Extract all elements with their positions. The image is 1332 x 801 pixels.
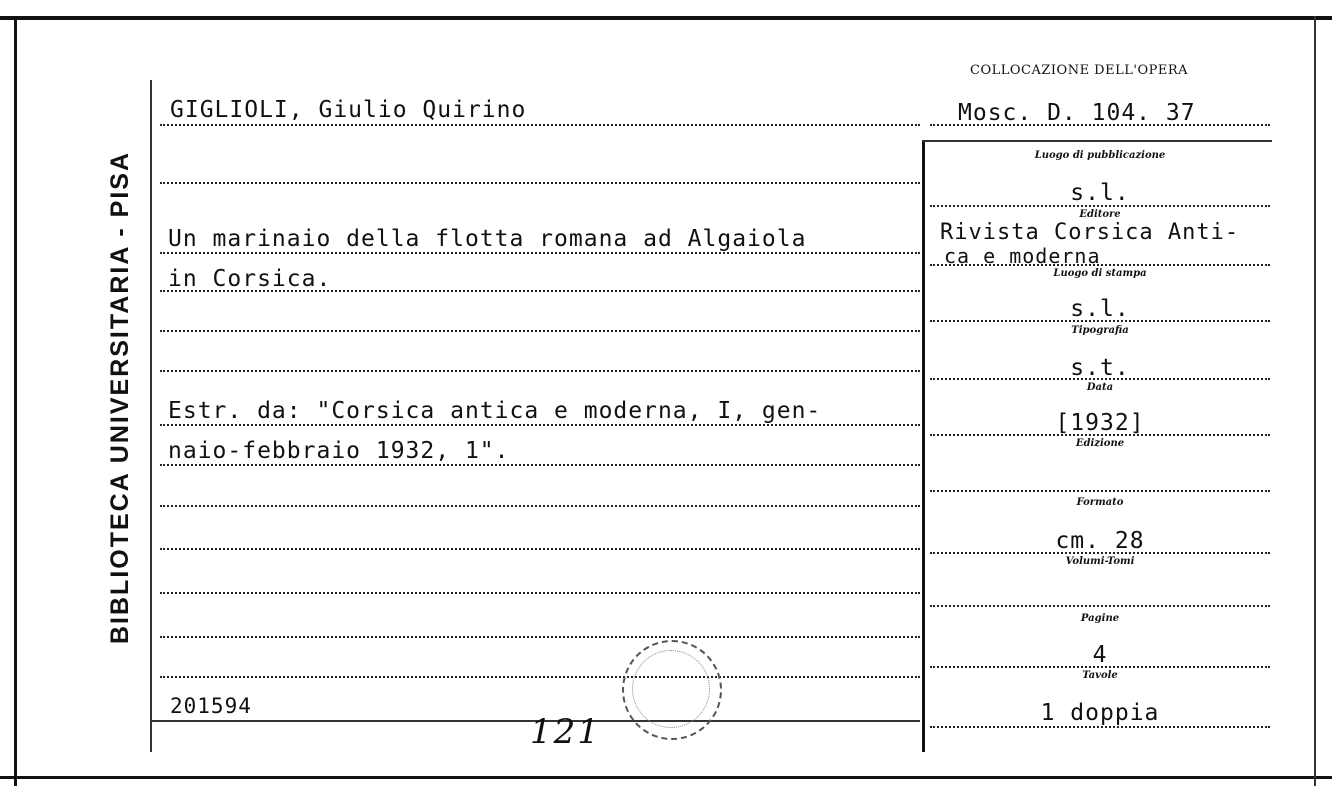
- value-plates: 1 doppia: [1040, 700, 1160, 726]
- title-line-2: in Corsica.: [168, 266, 332, 292]
- card-bottom-border: [0, 776, 1332, 779]
- printer-dotted-line: [930, 378, 1270, 380]
- date-dotted-line: [930, 434, 1270, 436]
- blank-dotted-line: [160, 636, 920, 638]
- collocation-header: COLLOCAZIONE DELL'OPERA: [970, 63, 1189, 78]
- label-publisher: Editore: [1079, 209, 1121, 220]
- title-dotted-line-1: [160, 252, 920, 254]
- value-format: cm. 28: [1055, 528, 1145, 554]
- format-dotted-line: [930, 552, 1270, 554]
- label-printer: Tipografia: [1071, 325, 1129, 336]
- library-vertical-label: BIBLIOTECA UNIVERSITARIA - PISA: [106, 150, 134, 644]
- blank-dotted-line: [160, 330, 920, 332]
- plates-dotted-line: [930, 726, 1270, 728]
- edition-dotted-line: [930, 490, 1270, 492]
- value-printer: s.t.: [1070, 355, 1130, 381]
- label-date: Data: [1086, 382, 1114, 393]
- title-line-1: Un marinaio della flotta romana ad Algaiola: [168, 226, 807, 252]
- value-publisher-line-1: Rivista Corsica Anti-: [940, 220, 1240, 245]
- blank-dotted-line: [160, 548, 920, 550]
- value-place-of-publication: s.l.: [1070, 180, 1130, 206]
- right-column-divider: [922, 140, 925, 752]
- blank-dotted-line: [160, 676, 920, 678]
- label-edition: Edizione: [1075, 438, 1125, 449]
- volumes-dotted-line: [930, 605, 1270, 607]
- value-publisher-line-2: ca e moderna: [944, 244, 1101, 268]
- note-line-1: Estr. da: "Corsica antica e moderna, I, gen-: [168, 398, 822, 424]
- card-top-border: [0, 16, 1332, 20]
- blank-dotted-line: [160, 592, 920, 594]
- handwritten-number: 121: [530, 712, 601, 752]
- note-dotted-line-1: [160, 424, 920, 426]
- library-stamp-seal: [622, 640, 722, 740]
- inventory-number: 201594: [170, 694, 252, 718]
- shelfmark: Mosc. D. 104. 37: [958, 100, 1196, 126]
- value-pages: 4: [1092, 642, 1108, 668]
- main-left-margin: [150, 80, 152, 752]
- author-name: GIGLIOLI, Giulio Quirino: [170, 97, 527, 123]
- pages-dotted-line: [930, 666, 1270, 668]
- value-date: [1932]: [1055, 410, 1145, 436]
- note-line-2: naio-febbraio 1932, 1".: [168, 438, 510, 464]
- label-place-of-printing: Luogo di stampa: [1053, 268, 1147, 279]
- publication-dotted-line: [930, 205, 1270, 207]
- card-right-border: [1314, 16, 1316, 786]
- label-format: Formato: [1076, 497, 1124, 508]
- label-plates: Tavole: [1082, 670, 1118, 681]
- right-column-top: [922, 140, 1272, 142]
- label-pages: Pagine: [1080, 613, 1120, 624]
- author-dotted-line: [160, 124, 920, 126]
- blank-dotted-line: [160, 370, 920, 372]
- shelfmark-dotted-line: [930, 124, 1270, 126]
- note-dotted-line-2: [160, 464, 920, 466]
- card-left-border: [14, 16, 17, 786]
- blank-dotted-line: [160, 505, 920, 507]
- blank-dotted-line: [160, 182, 920, 184]
- printing-dotted-line: [930, 320, 1270, 322]
- title-dotted-line-2: [160, 290, 920, 292]
- value-place-of-printing: s.l.: [1070, 296, 1130, 322]
- publisher-dotted-line: [930, 264, 1270, 266]
- label-volumes: Volumi-Tomi: [1065, 556, 1135, 567]
- label-place-of-publication: Luogo di pubblicazione: [1034, 150, 1166, 161]
